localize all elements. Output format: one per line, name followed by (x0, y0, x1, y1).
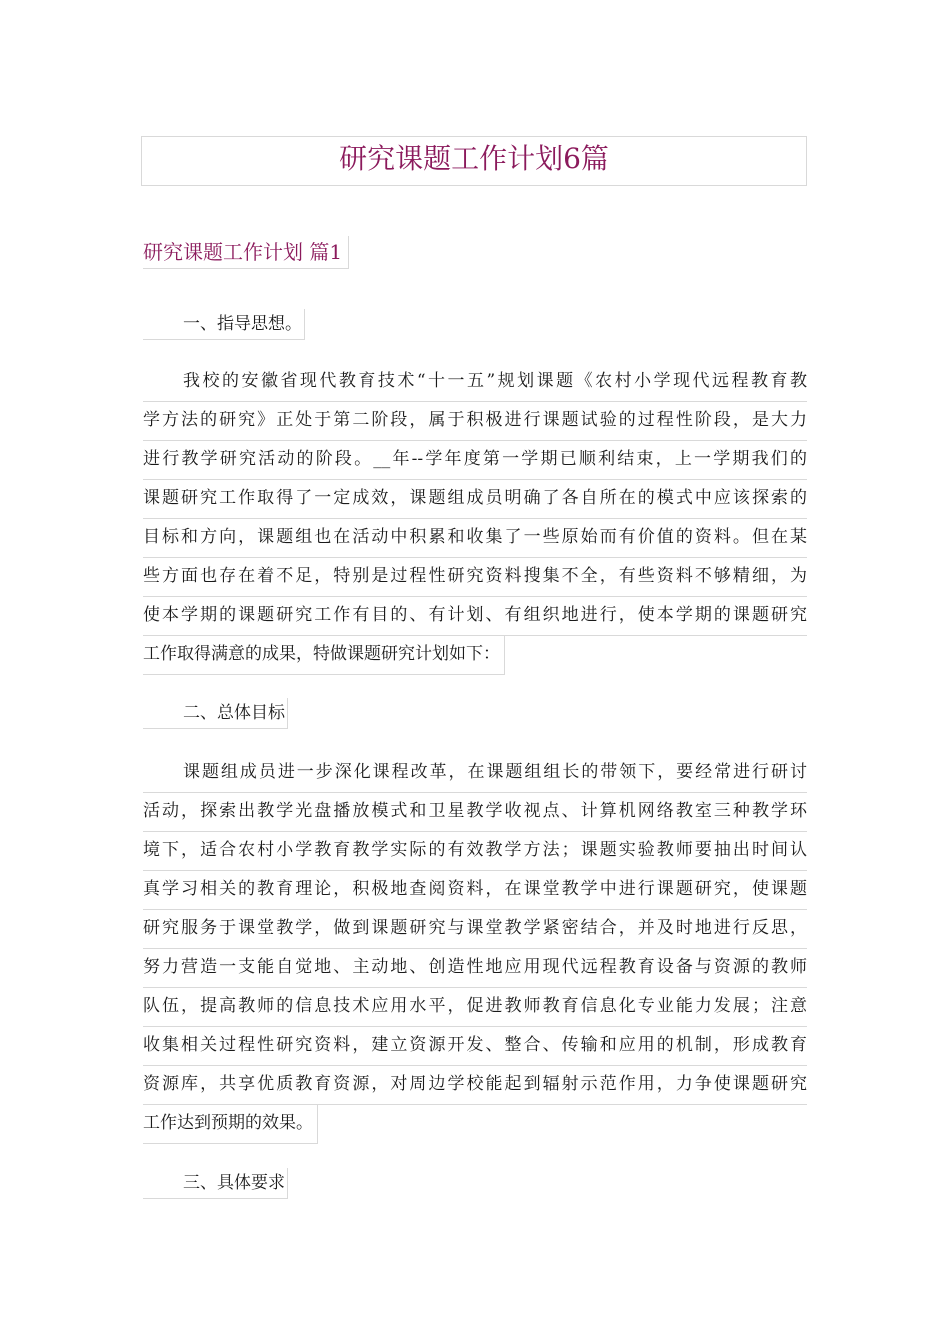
paragraph-line: 使本学期的课题研究工作有目的、有计划、有组织地进行，使本学期的课题研究 (143, 597, 807, 636)
paragraph-line: 研究服务于课堂教学，做到课题研究与课堂教学紧密结合，并及时地进行反思， (143, 910, 807, 949)
paragraph-line: 收集相关过程性研究资料，建立资源开发、整合、传输和应用的机制，形成教育 (143, 1027, 807, 1066)
section-heading-specific-requirements: 三、具体要求 (143, 1168, 288, 1199)
paragraph-line: 我校的安徽省现代教育技术“十一五”规划课题《农村小学现代远程教育教 (143, 363, 807, 402)
paragraph-line: 境下，适合农村小学教育教学实际的有效教学方法；课题实验教师要抽出时间认 (143, 832, 807, 871)
paragraph-overall-goal (143, 754, 807, 1144)
paragraph-line: 课题研究工作取得了一定成效，课题组成员明确了各自所在的模式中应该探索的 (143, 480, 807, 519)
section-heading-overall-goal: 二、总体目标 (143, 698, 288, 729)
paragraph-line: 工作取得满意的成果，特做课题研究计划如下： (143, 636, 505, 675)
document-title: 研究课题工作计划6篇 (141, 136, 807, 186)
paragraph-line: 努力营造一支能自觉地、主动地、创造性地应用现代远程教育设备与资源的教师 (143, 949, 807, 988)
paragraph-line: 目标和方向，课题组也在活动中积累和收集了一些原始而有价值的资料。但在某 (143, 519, 807, 558)
paragraph-line: 队伍，提高教师的信息技术应用水平，促进教师教育信息化专业能力发展；注意 (143, 988, 807, 1027)
paragraph-line: 进行教学研究活动的阶段。__年--学年度第一学期已顺利结束，上一学期我们的 (143, 441, 807, 480)
paragraph-line: 工作达到预期的效果。 (143, 1105, 318, 1144)
paragraph-line: 活动，探索出教学光盘播放模式和卫星教学收视点、计算机网络教室三种教学环 (143, 793, 807, 832)
paragraph-line: 资源库，共享优质教育资源，对周边学校能起到辐射示范作用，力争使课题研究 (143, 1066, 807, 1105)
paragraph-line: 学方法的研究》正处于第二阶段，属于积极进行课题试验的过程性阶段，是大力 (143, 402, 807, 441)
paragraph-guiding-thought (143, 363, 807, 675)
paragraph-line: 些方面也存在着不足，特别是过程性研究资料搜集不全，有些资料不够精细，为 (143, 558, 807, 597)
paragraph-line: 课题组成员进一步深化课程改革，在课题组组长的带领下，要经常进行研讨 (143, 754, 807, 793)
paragraph-line: 真学习相关的教育理论，积极地查阅资料，在课堂教学中进行课题研究，使课题 (143, 871, 807, 910)
section-heading-guiding-thought: 一、指导思想。 (143, 309, 305, 340)
document-subtitle: 研究课题工作计划 篇1 (143, 236, 349, 269)
